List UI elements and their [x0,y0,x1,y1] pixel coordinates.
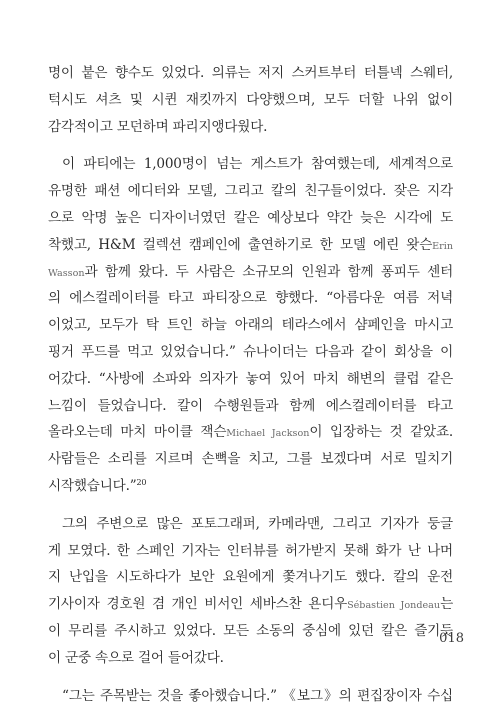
paragraph-gap [48,140,453,151]
text-line: 착했고, H&M 컬렉션 캠페인에 출연하기로 한 모델 에린 왓슨Erin [48,236,453,253]
text-line: 으로 악명 높은 디자이너였던 칼은 예상보다 약간 늦은 시각에 도 [48,209,453,226]
foreign-name-annotation: Michael Jackson [226,428,310,440]
paragraph-2 [48,151,453,499]
text-line: 턱시도 셔츠 및 시퀸 재킷까지 다양했으며, 모두 더할 나위 없이 [48,91,453,108]
paragraph-1 [48,60,453,140]
text-line: 올라오는데 마치 마이클 잭슨Michael Jackson이 입장하는 것 같았죠. [48,424,453,441]
page-number: 018 [439,631,464,646]
text-line: 사람들은 소리를 지르며 손뼉을 치고, 그를 보겠다며 서로 밀치기 [48,451,453,468]
text-line: 이 파티에는 1,000명이 넘는 게스트가 참여했는데, 세계적으로 [62,156,453,173]
text-line: 핑거 푸드를 먹고 있었습니다.” 슈나이더는 다음과 같이 회상을 이 [48,343,453,360]
paragraph-3 [48,511,453,672]
text-line: 느낌이 들었습니다. 칼이 수행원들과 함께 에스컬레이터를 타고 [48,397,453,414]
text-line: 이었고, 모두가 탁 트인 하늘 아래의 테라스에서 샴페인을 마시고 [48,317,453,334]
paragraph-4 [48,683,453,710]
text-line: “그는 주목받는 것을 좋아했습니다.” 《보그》의 편집장이자 수십 [62,687,453,704]
foreign-name-annotation: Erin [432,240,453,252]
text-line: 그의 주변으로 많은 포토그래퍼, 카메라맨, 그리고 기자가 둥글 [62,515,453,532]
paragraph-gap [48,500,453,511]
text-line: 시작했습니다.”$^{20}$ [48,477,147,494]
footnote-marker: 20 [136,477,147,487]
text-line: 감각적이고 모던하며 파리지앵다웠다. [48,118,268,135]
text-line: 명이 붙은 향수도 있었다. 의류는 저지 스커트부터 터틀넥 스웨터, [48,65,453,81]
text-line: 이 군중 속으로 걸어 들어갔다. [48,649,224,666]
body-text [48,60,453,709]
text-line: 의 에스컬레이터를 타고 파티장으로 향했다. “아름다운 여름 저녁 [48,290,453,307]
text-line: Wasson과 함께 왔다. 두 사람은 소규모의 인원과 함께 퐁피두 센터 [48,263,453,280]
foreign-name-annotation: Sébastien Jondeau [347,600,441,612]
paragraph-gap [48,672,453,683]
text-line: 게 모였다. 한 스페인 기자는 인터뷰를 허가받지 못해 화가 난 나머 [48,542,453,559]
text-line: 지 난입을 시도하다가 보안 요원에게 쫓겨나기도 했다. 칼의 운전 [48,569,453,586]
text-line: 어갔다. “사방에 소파와 의자가 놓여 있어 마치 해변의 클럽 같은 [48,370,453,387]
text-line: 유명한 패션 에디터와 모델, 그리고 칼의 친구들이었다. 잦은 지각 [48,183,453,200]
text-line: 기사이자 경호원 겸 개인 비서인 세바스찬 욘디우Sébastien Jondeau는 [48,596,453,613]
foreign-name-annotation: Wasson [48,267,85,279]
text-line: 이 무리를 주시하고 있었다. 모든 소동의 중심에 있던 칼은 즐기듯 [48,622,453,639]
